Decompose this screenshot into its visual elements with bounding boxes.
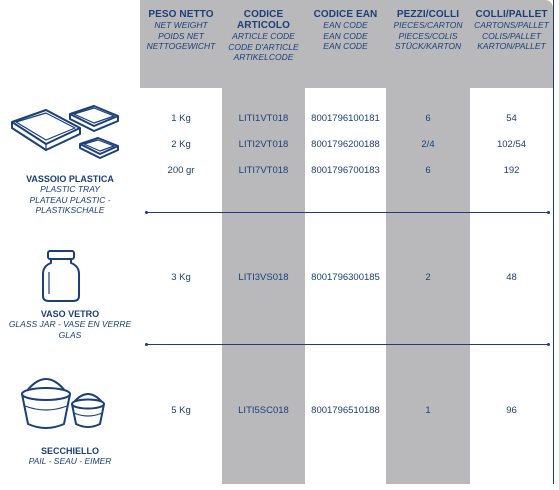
cartons-cell: 102/54: [496, 139, 527, 150]
article-code-cell: LITI3VS018: [238, 272, 289, 283]
net-weight-cell: 200 gr: [167, 165, 195, 176]
product-label-glass-jar: VASO VETRO GLASS JAR - VASE EN VERRE GLAS: [0, 309, 140, 340]
article-code-cell: LITI1VT018: [238, 113, 289, 124]
row-divider: [146, 212, 549, 213]
header-pieces: PEZZI/COLLI PIECES/CARTON PIECES/COLIS STÜCK/KARTON: [393, 9, 463, 51]
pieces-cell: 2: [425, 272, 431, 283]
net-weight-cell: 3 Kg: [171, 272, 191, 283]
cartons-cell: 96: [506, 405, 517, 416]
header-article-code: CODICE ARTICOLO ARTICLE CODE CODE D'ARTICLE ARTIKELCODE: [228, 9, 299, 62]
right-border: [553, 0, 554, 484]
header-cartons: COLLI/PALLET CARTONS/PALLET COLIS/PALLET KARTON/PALLET: [474, 9, 549, 51]
divider-dot: [145, 211, 148, 214]
product-name: VASSOIO PLASTICA: [26, 174, 114, 184]
pieces-cell: 6: [425, 113, 431, 124]
divider-dot: [547, 343, 550, 346]
pieces-cell: 2/4: [421, 139, 435, 150]
net-weight-cell: 1 Kg: [171, 113, 191, 124]
pieces-cell: 1: [425, 405, 431, 416]
product-label-pail: SECCHIELLO PAIL - SEAU - EIMER: [0, 446, 140, 467]
ean-cell: 8001796510188: [311, 405, 380, 416]
product-label-plastic-tray: VASSOIO PLASTICA PLASTIC TRAY PLATEAU PLASTIC - PLASTIKSCHALE: [0, 174, 140, 216]
cartons-cell: 48: [506, 272, 517, 283]
article-code-cell: LITI7VT018: [238, 165, 289, 176]
ean-cell: 8001796100181: [311, 113, 380, 124]
ean-cell: 8001796700183: [311, 165, 380, 176]
glass-jar-icon: [40, 248, 82, 304]
article-code-cell: LITI5SC018: [238, 405, 289, 416]
product-name: SECCHIELLO: [40, 446, 99, 456]
net-weight-cell: 2 Kg: [171, 139, 191, 150]
article-code-cell: LITI2VT018: [238, 139, 289, 150]
header-net-weight: PESO NETTO NET WEIGHT POIDS NET NETTOGEWICHT: [146, 9, 216, 51]
ean-cell: 8001796200188: [311, 139, 380, 150]
divider-dot: [145, 343, 148, 346]
ean-cell: 8001796300185: [311, 272, 380, 283]
divider-dot: [547, 211, 550, 214]
cartons-cell: 192: [503, 165, 520, 176]
plastic-tray-icon: [6, 100, 124, 168]
pieces-cell: 6: [425, 165, 431, 176]
product-name: VASO VETRO: [40, 309, 100, 319]
cartons-cell: 54: [506, 113, 517, 124]
net-weight-cell: 5 Kg: [171, 405, 191, 416]
header-ean-code: CODICE EAN EAN CODE EAN CODE EAN CODE: [313, 9, 378, 51]
pail-icon: [12, 372, 108, 432]
row-divider: [146, 344, 549, 345]
